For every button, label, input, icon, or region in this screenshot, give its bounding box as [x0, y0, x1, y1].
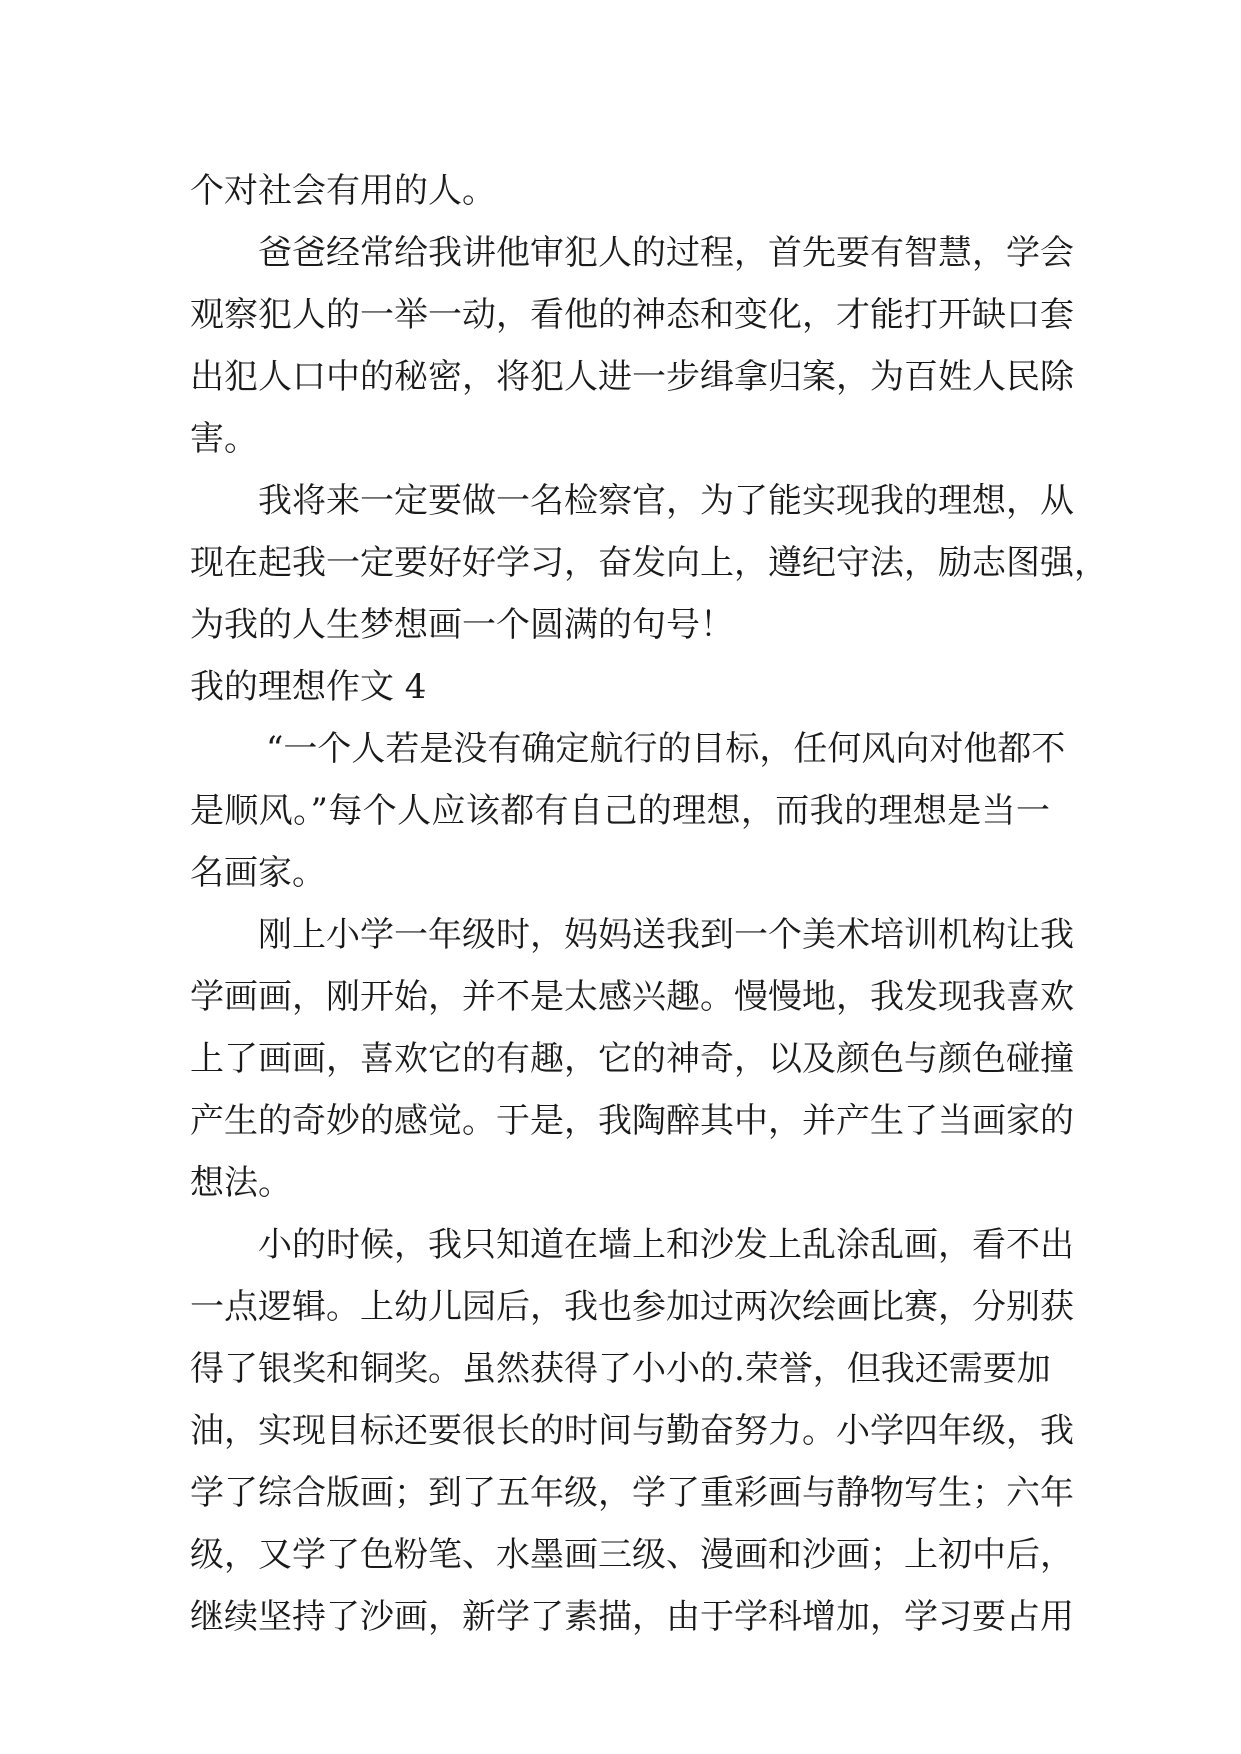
text-line: 一点逻辑。上幼儿园后，我也参加过两次绘画比赛，分别获	[190, 1287, 1074, 1327]
text-line: 观察犯人的一举一动，看他的神态和变化，才能打开缺口套	[190, 295, 1074, 335]
text-line: 为我的人生梦想画一个圆满的句号！	[190, 605, 734, 645]
text-line: 想法。	[190, 1163, 292, 1203]
text-line: 继续坚持了沙画，新学了素描，由于学科增加，学习要占用	[190, 1597, 1074, 1637]
text-line: 学了综合版画；到了五年级，学了重彩画与静物写生；六年	[190, 1473, 1074, 1513]
document-page	[190, 160, 1108, 1648]
paragraph-start: “一个人若是没有确定航行的目标，任何风向对他都不	[266, 729, 1066, 769]
text-line: 害。	[190, 419, 258, 459]
text-line: 出犯人口中的秘密，将犯人进一步缉拿归案，为百姓人民除	[190, 357, 1074, 397]
text-line: 级，又学了色粉笔、水墨画三级、漫画和沙画；上初中后，	[190, 1535, 1074, 1575]
text-line: 学画画，刚开始，并不是太感兴趣。慢慢地，我发现我喜欢	[190, 977, 1074, 1017]
text-line: 产生的奇妙的感觉。于是，我陶醉其中，并产生了当画家的	[190, 1101, 1074, 1141]
paragraph-start: 我将来一定要做一名检察官，为了能实现我的理想，从	[258, 481, 1074, 521]
text-line: 油，实现目标还要很长的时间与勤奋努力。小学四年级，我	[190, 1411, 1074, 1451]
text-line: 个对社会有用的人。	[190, 171, 496, 211]
text-line: 上了画画，喜欢它的有趣，它的神奇，以及颜色与颜色碰撞	[190, 1039, 1074, 1079]
text-line: 得了银奖和铜奖。虽然获得了小小的.荣誉，但我还需要加	[190, 1349, 1051, 1389]
section-heading: 我的理想作文 4	[190, 667, 427, 707]
paragraph-start: 刚上小学一年级时，妈妈送我到一个美术培训机构让我	[258, 915, 1074, 955]
text-line: 现在起我一定要好好学习，奋发向上，遵纪守法，励志图强，	[190, 543, 1108, 583]
paragraph-start: 小的时候，我只知道在墙上和沙发上乱涂乱画，看不出	[258, 1225, 1074, 1265]
text-line: 名画家。	[190, 853, 326, 893]
text-line: 是顺风。”每个人应该都有自己的理想，而我的理想是当一	[190, 791, 1050, 831]
paragraph-start: 爸爸经常给我讲他审犯人的过程，首先要有智慧，学会	[258, 233, 1074, 273]
